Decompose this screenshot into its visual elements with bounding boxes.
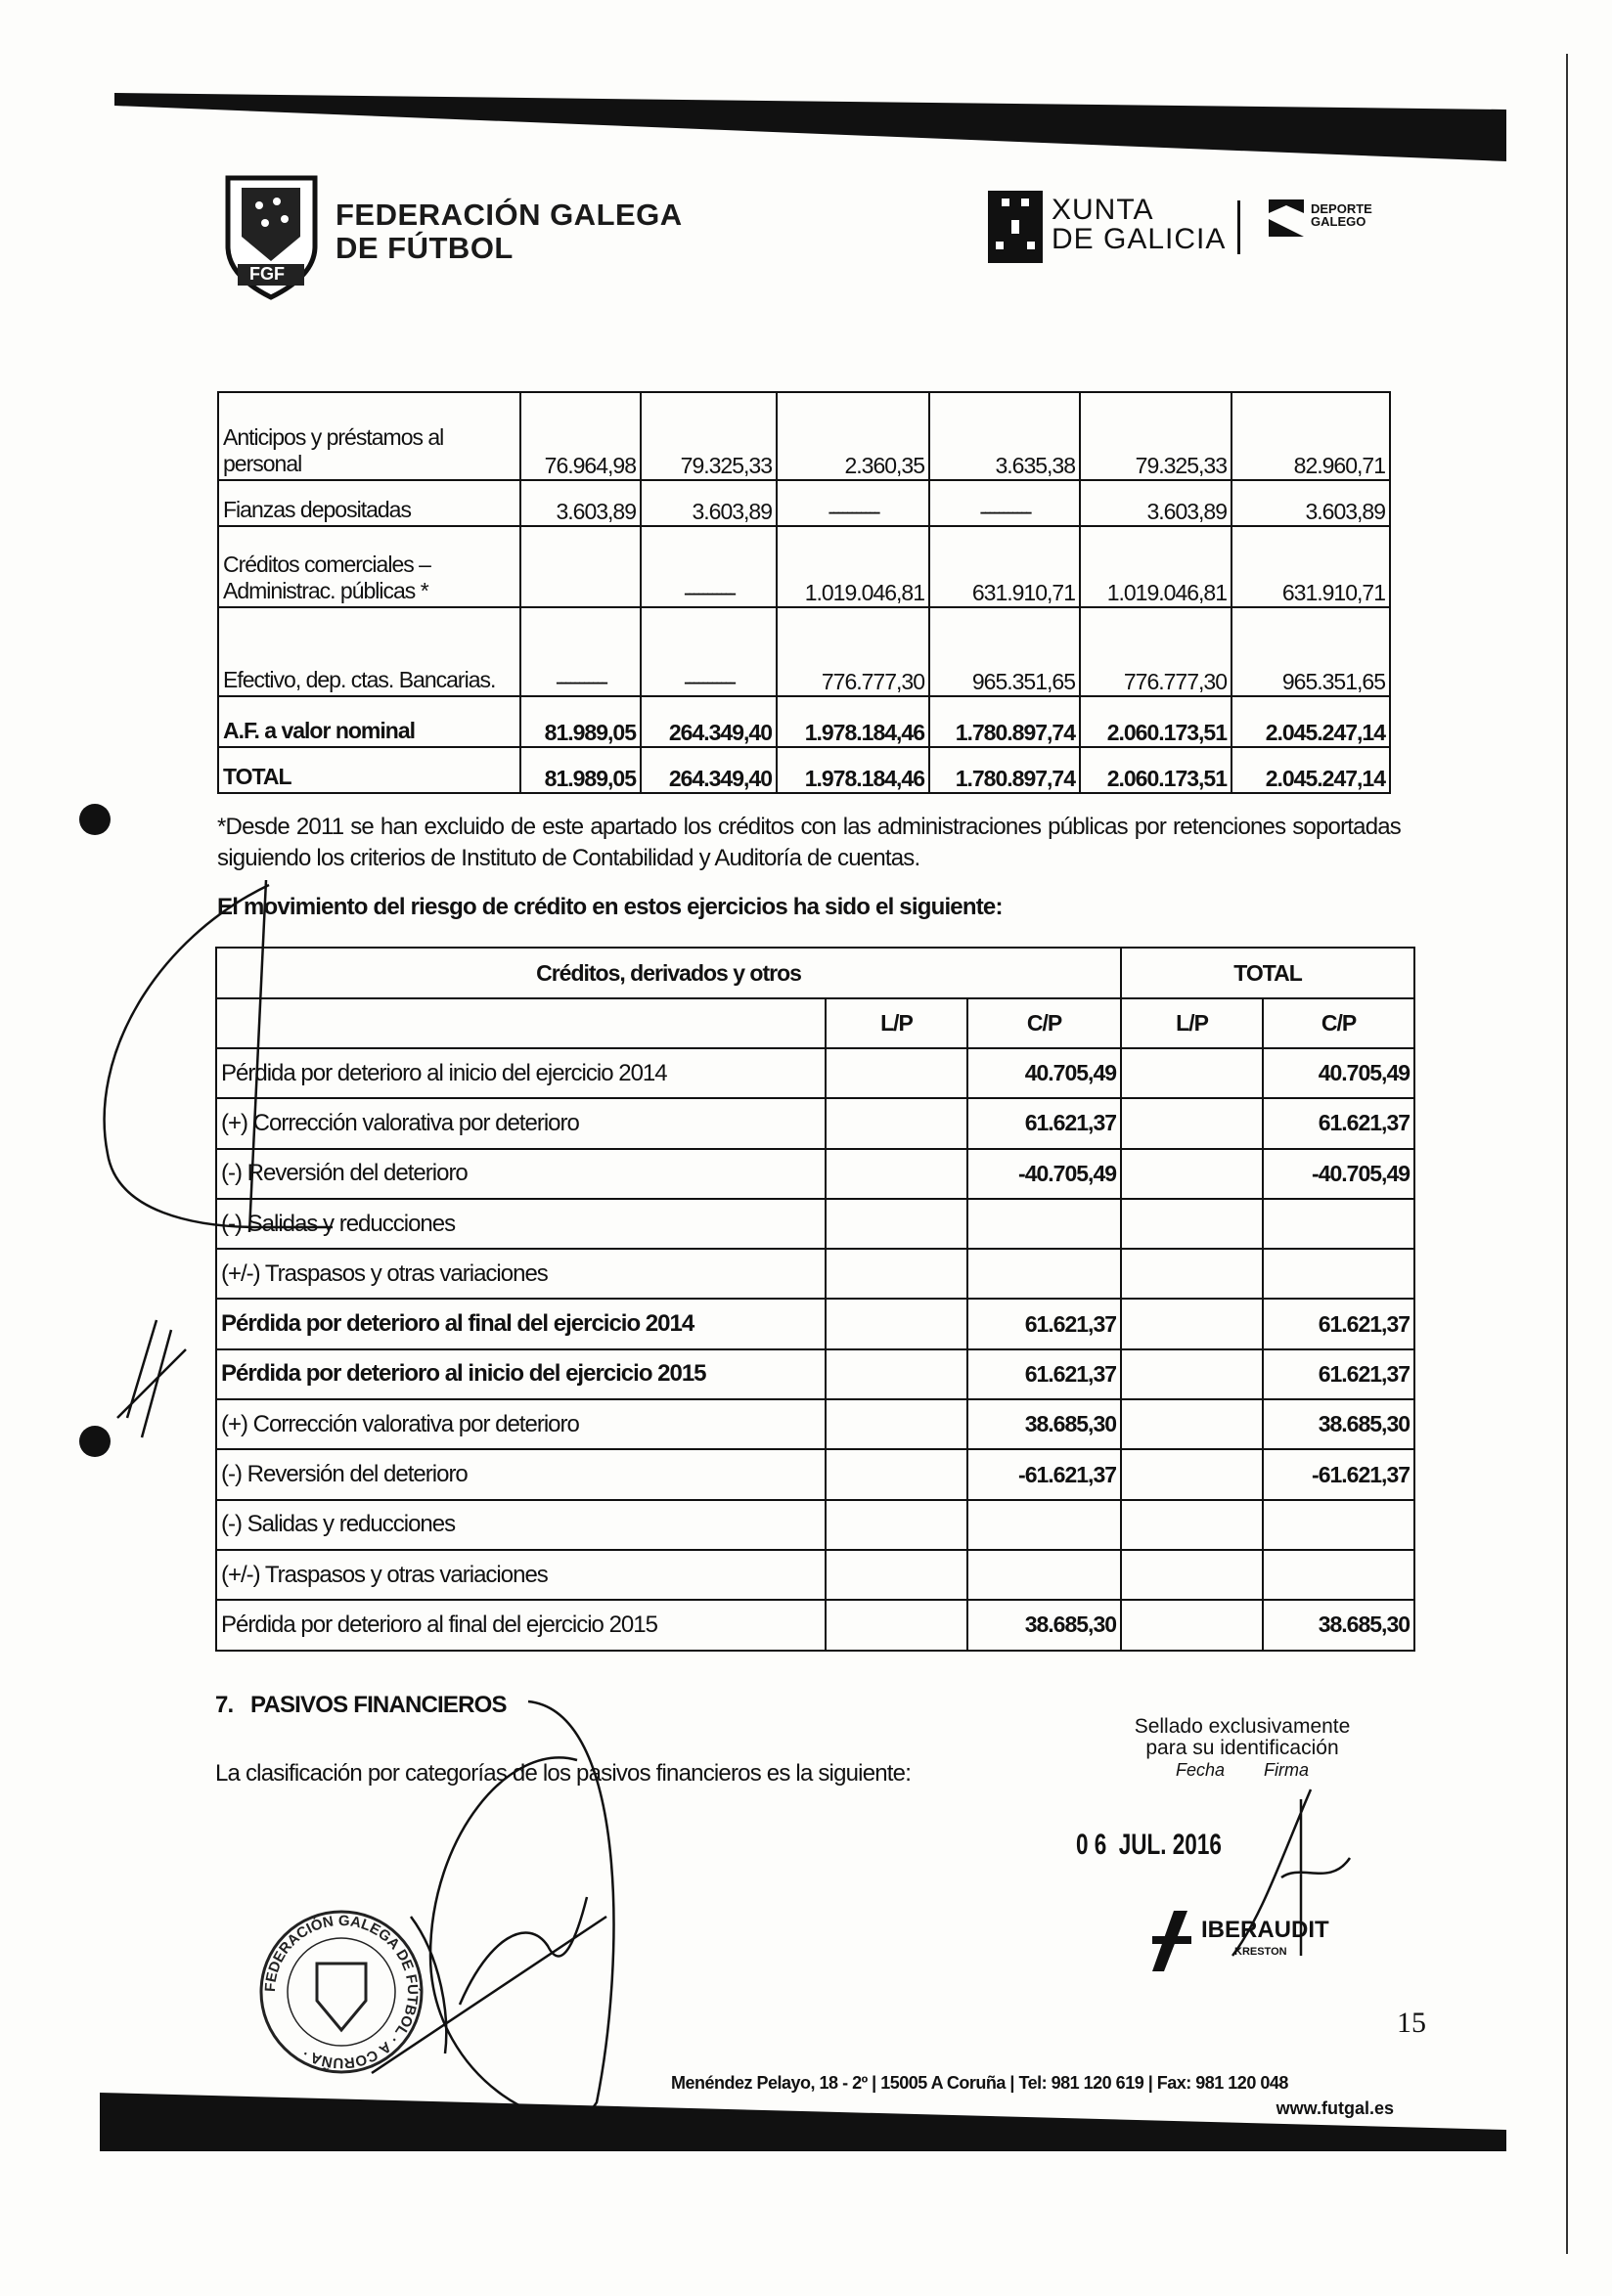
row-label: Pérdida por deterioro al inicio del ejercicio 2015 [216, 1349, 826, 1399]
value-cell: 1.019.046,81 [777, 526, 929, 607]
value-cell: 631.910,71 [929, 526, 1080, 607]
value-cell: 1.019.046,81 [1080, 526, 1231, 607]
xunta-line2: DE GALICIA [1052, 223, 1227, 255]
value-cell: 965.351,65 [1231, 607, 1390, 696]
footer-address: Menéndez Pelayo, 18 - 2º | 15005 A Coruña | Tel: 981 120 619 | Fax: 981 120 048 [671, 2073, 1288, 2093]
row-label: (-) Reversión del deterioro [216, 1149, 826, 1199]
value-cell: 1.780.897,74 [929, 747, 1080, 793]
stamp-line2: para su identificación [1145, 1737, 1339, 1759]
cp-cell: -40.705,49 [967, 1149, 1121, 1199]
page-number: 15 [1397, 2007, 1426, 2039]
value-cell: ----------- [641, 607, 777, 696]
row-label: Efectivo, dep. ctas. Bancarias. [218, 607, 520, 696]
value-cell: 2.060.173,51 [1080, 747, 1231, 793]
section-7-title: 7. PASIVOS FINANCIEROS [215, 1692, 507, 1718]
row-label: (+/-) Traspasos y otras variaciones [216, 1550, 826, 1600]
row-label: (-) Salidas y reducciones [216, 1500, 826, 1550]
row-label: Pérdida por deterioro al final del ejercicio 2014 [216, 1299, 826, 1348]
total-header: TOTAL [1121, 948, 1414, 998]
stamp-fecha: Fecha [1175, 1760, 1225, 1780]
value-cell: 631.910,71 [1231, 526, 1390, 607]
total_cp-cell: -40.705,49 [1263, 1149, 1414, 1199]
value-cell: 79.325,33 [1080, 392, 1231, 480]
value-cell: 776.777,30 [777, 607, 929, 696]
section-7-intro: La clasificación por categorías de los pasivos financieros es la siguiente: [215, 1760, 912, 1787]
footer-bar [0, 2073, 1612, 2171]
movement-intro: El movimiento del riesgo de crédito en estos ejercicios ha sido el siguiente: [217, 894, 1003, 920]
row-label: Anticipos y préstamos al personal [218, 392, 520, 480]
federation-logo-text: FGF [249, 264, 285, 284]
total_cp-cell: 61.621,37 [1263, 1349, 1414, 1399]
deporte-line1: DEPORTE [1311, 201, 1372, 216]
value-cell: 1.978.184,46 [777, 747, 929, 793]
value-cell: 3.603,89 [1080, 480, 1231, 526]
col-lp-header: L/P [826, 998, 967, 1048]
row-label: (+/-) Traspasos y otras variaciones [216, 1249, 826, 1299]
footnote: *Desde 2011 se han excluido de este apartado los créditos con las administraciones públicas por retenciones soportadas siguiendo los criterios de Instituto de Contabilidad y Auditoría de cuentas. [217, 814, 1401, 871]
cp-cell: 38.685,30 [967, 1399, 1121, 1449]
total_cp-cell: 61.621,37 [1263, 1098, 1414, 1148]
value-cell: 3.603,89 [641, 480, 777, 526]
value-cell: 81.989,05 [520, 696, 641, 747]
cp-cell: 61.621,37 [967, 1349, 1121, 1399]
row-label: Créditos comerciales – Administrac. públicas * [218, 526, 520, 607]
cp-cell: 61.621,37 [967, 1098, 1121, 1148]
cp-cell: 61.621,37 [967, 1299, 1121, 1348]
stamp-company: IBERAUDIT [1201, 1917, 1329, 1943]
total_cp-cell: 61.621,37 [1263, 1299, 1414, 1348]
deporte-line2: GALEGO [1311, 214, 1366, 229]
total_cp-cell: -61.621,37 [1263, 1449, 1414, 1499]
value-cell: ----------- [929, 480, 1080, 526]
value-cell: 1.780.897,74 [929, 696, 1080, 747]
value-cell: 3.603,89 [1231, 480, 1390, 526]
value-cell: 776.777,30 [1080, 607, 1231, 696]
value-cell: 2.045.247,14 [1231, 747, 1390, 793]
row-label: (+) Corrección valorativa por deterioro [216, 1098, 826, 1148]
row-label: TOTAL [218, 747, 520, 793]
stamp-subcompany: KRESTON [1234, 1946, 1287, 1958]
cp-cell: -61.621,37 [967, 1449, 1121, 1499]
col-cp-header: C/P [967, 998, 1121, 1048]
value-cell: 79.325,33 [641, 392, 777, 480]
value-cell: 2.045.247,14 [1231, 696, 1390, 747]
value-cell: ----------- [641, 526, 777, 607]
stamp-date: 0 6 JUL. 2016 [1076, 1829, 1222, 1861]
footer-website[interactable]: www.futgal.es [1276, 2098, 1394, 2118]
value-cell: 81.989,05 [520, 747, 641, 793]
value-cell: 965.351,65 [929, 607, 1080, 696]
value-cell: 3.603,89 [520, 480, 641, 526]
federation-name-line2: DE FÚTBOL [336, 231, 514, 265]
total-cp-header: C/P [1263, 998, 1414, 1048]
stamp-line1: Sellado exclusivamente [1134, 1715, 1351, 1738]
total_cp-cell: 38.685,30 [1263, 1399, 1414, 1449]
value-cell: 3.635,38 [929, 392, 1080, 480]
total_cp-cell: 40.705,49 [1263, 1048, 1414, 1098]
row-label: Pérdida por deterioro al inicio del ejercicio 2014 [216, 1048, 826, 1098]
value-cell: 2.060.173,51 [1080, 696, 1231, 747]
value-cell: ----------- [777, 480, 929, 526]
row-label: (+) Corrección valorativa por deterioro [216, 1399, 826, 1449]
xunta-line1: XUNTA [1052, 194, 1154, 226]
stamp-firma: Firma [1264, 1760, 1310, 1780]
row-label: Fianzas depositadas [218, 480, 520, 526]
value-cell: ----------- [520, 607, 641, 696]
value-cell: 2.360,35 [777, 392, 929, 480]
value-cell: 264.349,40 [641, 747, 777, 793]
row-label: Pérdida por deterioro al final del ejercicio 2015 [216, 1600, 826, 1650]
cp-cell: 40.705,49 [967, 1048, 1121, 1098]
federation-name-line1: FEDERACIÓN GALEGA [336, 198, 683, 232]
value-cell: 1.978.184,46 [777, 696, 929, 747]
total-lp-header: L/P [1121, 998, 1263, 1048]
value-cell: 76.964,98 [520, 392, 641, 480]
row-label: (-) Salidas y reducciones [216, 1199, 826, 1249]
cp-cell: 38.685,30 [967, 1600, 1121, 1650]
value-cell: 82.960,71 [1231, 392, 1390, 480]
group-header: Créditos, derivados y otros [216, 948, 1121, 998]
value-cell: 264.349,40 [641, 696, 777, 747]
seal-text: FEDERACIÓN GALEGA DE FÚTBOL · A CORUÑA · [261, 1912, 422, 2072]
row-label: (-) Reversión del deterioro [216, 1449, 826, 1499]
total_cp-cell: 38.685,30 [1263, 1600, 1414, 1650]
row-label: A.F. a valor nominal [218, 696, 520, 747]
